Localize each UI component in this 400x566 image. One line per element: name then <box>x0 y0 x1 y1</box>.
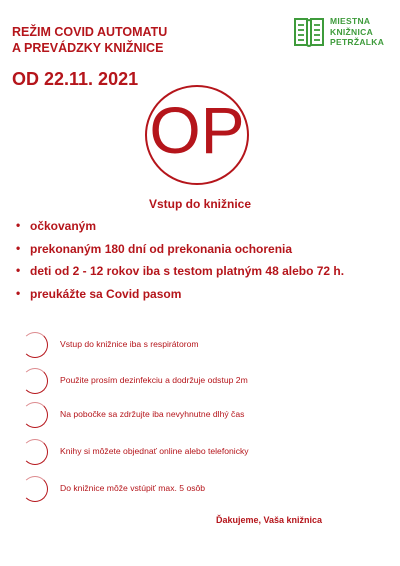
open-book-icon <box>292 16 326 48</box>
circle-icon <box>22 439 48 465</box>
bullet: • <box>16 218 21 232</box>
title-line-2: A PREVÁDZKY KNIŽNICE <box>12 41 164 55</box>
bullet: • <box>16 263 21 277</box>
logo-line-3: PETRŽALKA <box>330 37 385 47</box>
rule-item <box>16 285 344 301</box>
closing-signature: Ďakujeme, Vaša knižnica <box>216 515 323 525</box>
notice-text: Použite prosím dezinfekciu a dodržuje odstup 2m <box>60 375 248 385</box>
library-logo <box>292 14 392 54</box>
notice-item <box>22 402 382 430</box>
notice-text: Vstup do knižnice iba s respirátorom <box>60 339 199 349</box>
logo-wordmark <box>330 16 384 48</box>
logo-line-1: MIESTNA <box>330 16 371 26</box>
entry-heading: Vstup do knižnice <box>148 197 251 211</box>
effective-date: OD 22.11. 2021 <box>12 69 139 89</box>
op-badge-text: OP <box>149 93 245 167</box>
title-line-1: REŽIM COVID AUTOMATU <box>12 25 168 39</box>
rule-text: deti od 2 - 12 rokov iba s testom platným 48 alebo 72 h. <box>30 264 345 278</box>
rule-text: preukážte sa Covid pasom <box>30 286 182 301</box>
entry-rules-list <box>16 220 344 310</box>
circle-icon <box>22 368 48 394</box>
rule-item <box>16 220 344 232</box>
logo-line-2: KNIŽNICA <box>330 26 374 37</box>
circle-icon <box>22 476 48 502</box>
rule-text: očkovaným <box>30 219 97 233</box>
circle-icon <box>22 402 48 428</box>
notice-item <box>22 368 382 396</box>
bullet: • <box>16 240 21 255</box>
notice-text: Knihy si môžete objednať online alebo telefonicky <box>60 446 249 456</box>
notice-item <box>22 439 382 467</box>
circle-icon <box>22 332 48 358</box>
rule-item <box>16 240 344 256</box>
rule-item <box>16 265 344 277</box>
poster-title <box>12 24 167 56</box>
bullet: • <box>16 285 21 300</box>
rule-text: prekonaným 180 dní od prekonania ochorenia <box>30 241 293 256</box>
notice-item <box>22 332 382 360</box>
notice-item <box>22 476 382 504</box>
notice-text: Na pobočke sa zdržujte iba nevyhnutne dlhý čas <box>60 409 245 419</box>
notice-text: Do knižnice môže vstúpiť max. 5 osôb <box>60 483 206 493</box>
